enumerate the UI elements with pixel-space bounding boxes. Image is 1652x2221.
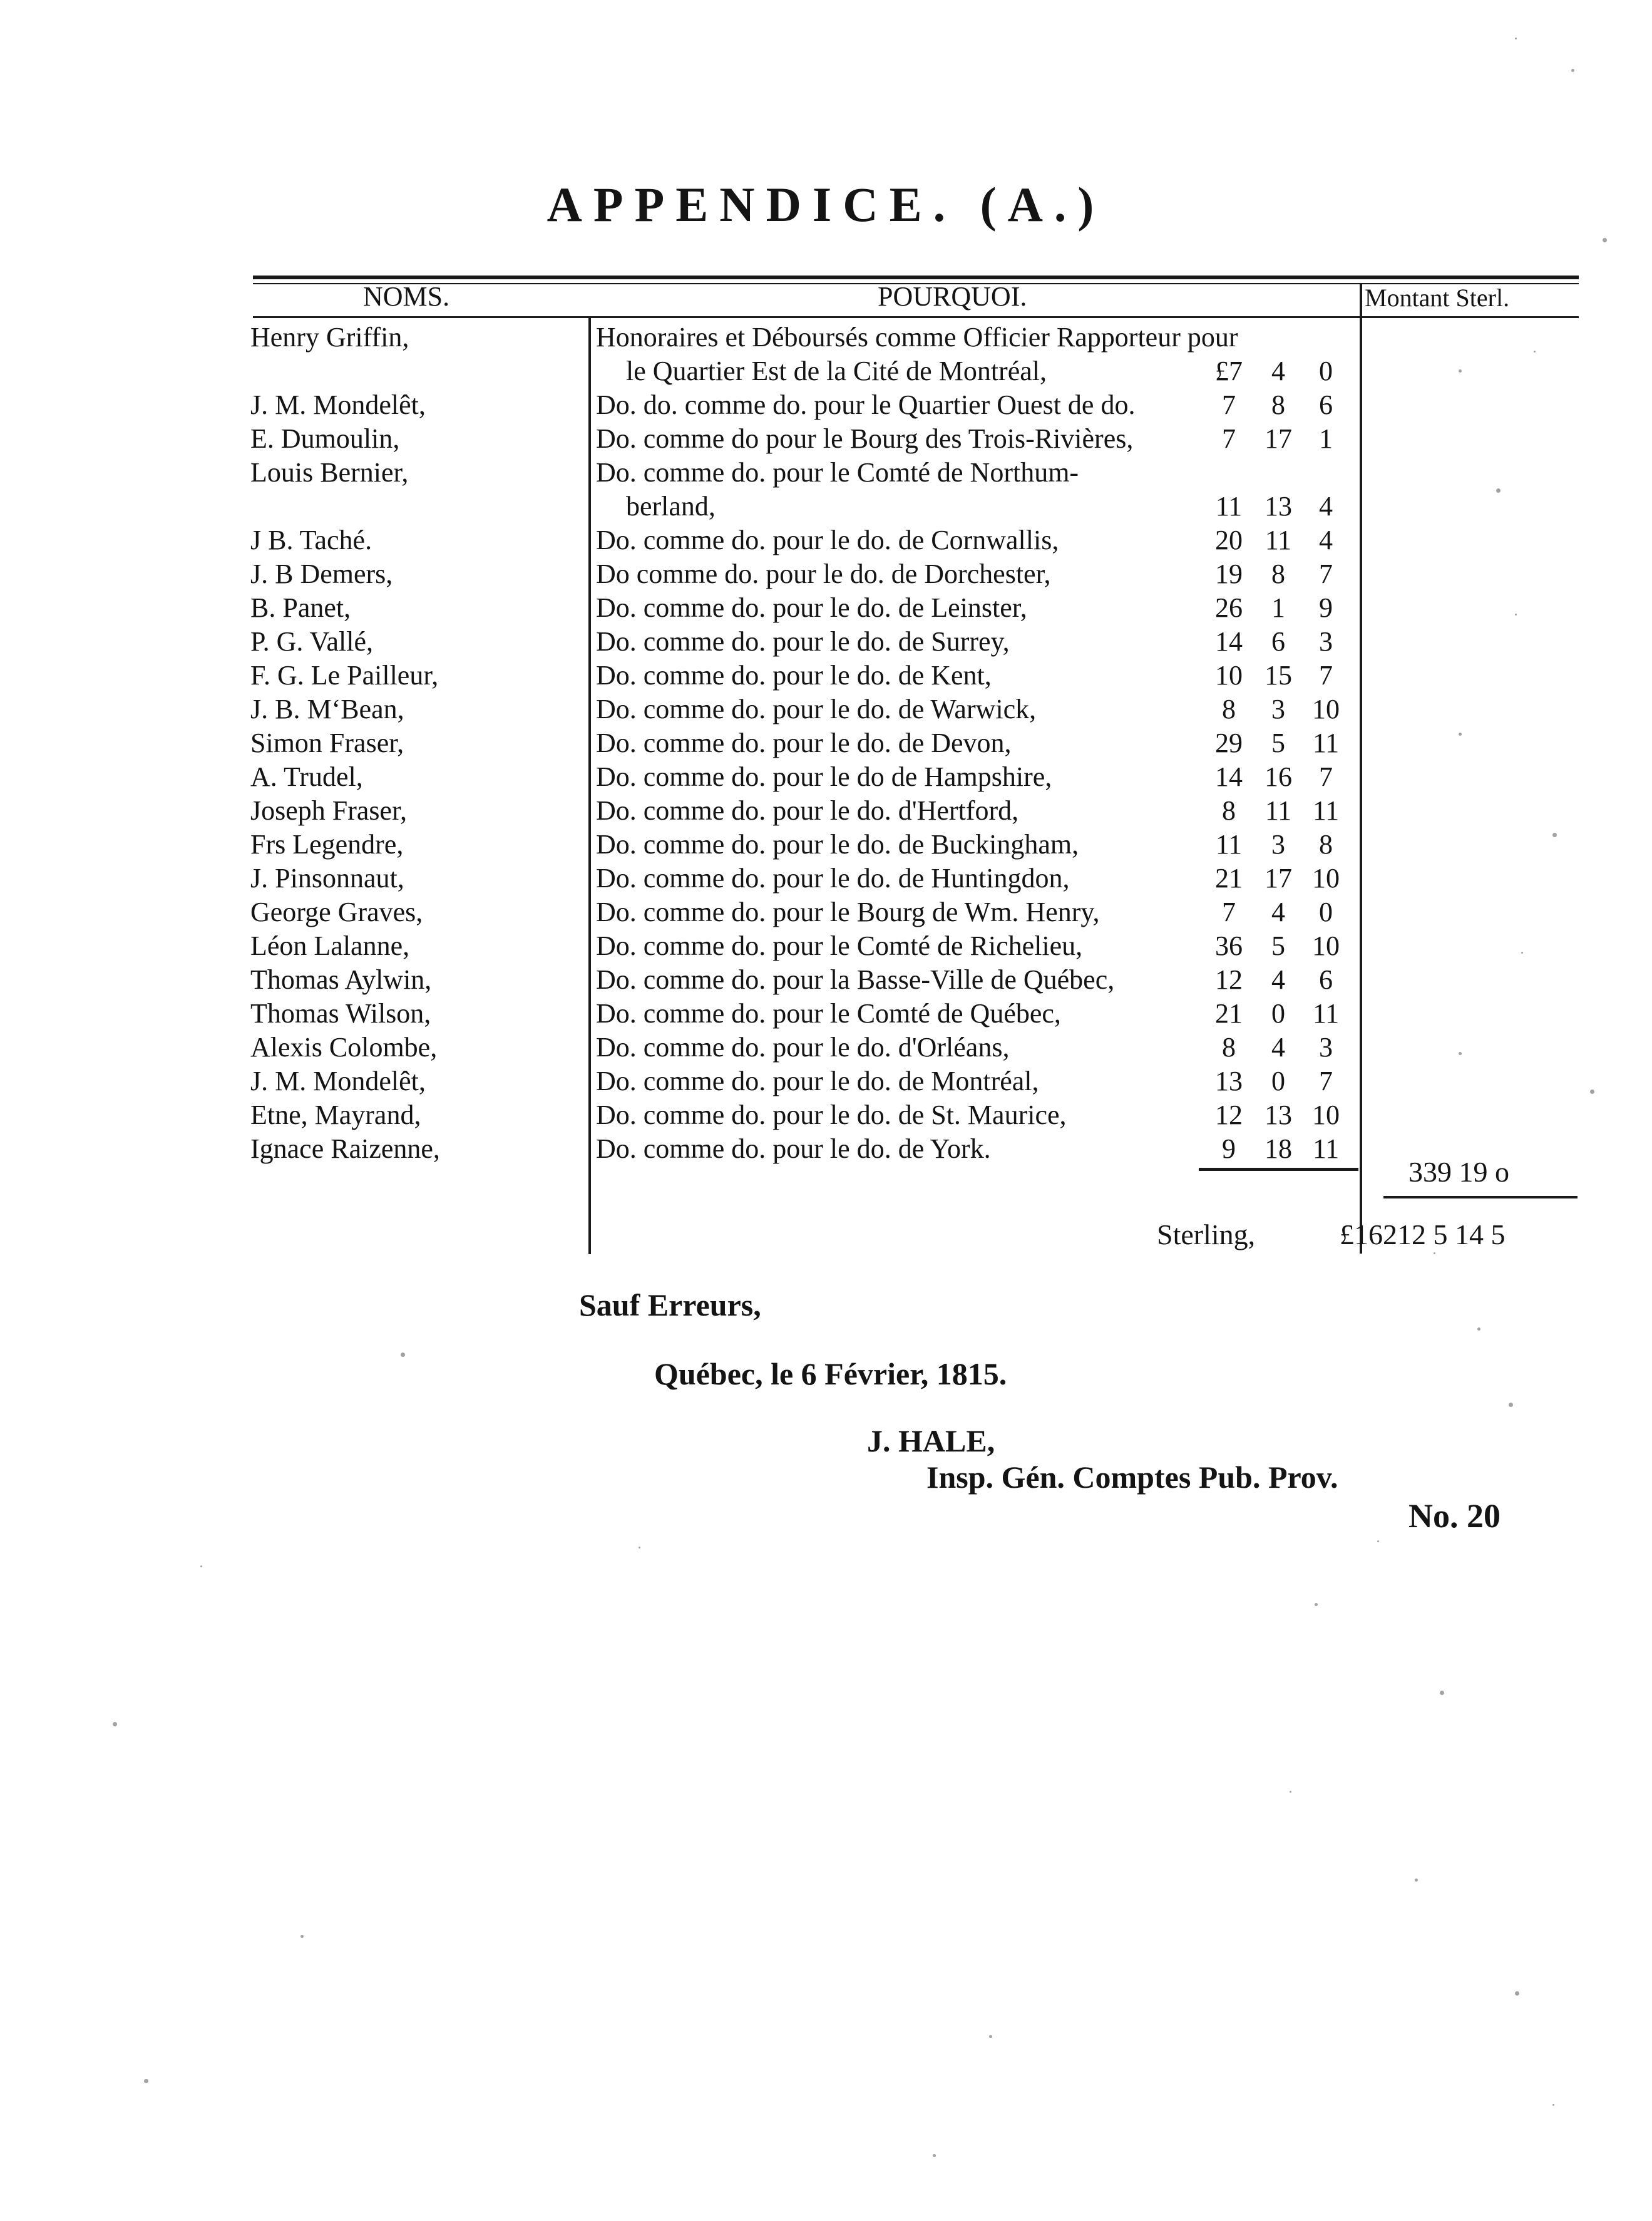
row-name: J. M. Mondelêt, [250, 389, 426, 420]
row-shillings: 0 [1271, 998, 1285, 1029]
table-row [0, 591, 1652, 625]
row-shillings: 1 [1271, 592, 1285, 623]
speck [1315, 1603, 1318, 1606]
speck [1440, 1691, 1444, 1695]
row-pence: 11 [1312, 998, 1340, 1029]
row-description: Do. comme do. pour le do. de St. Maurice, [596, 1100, 1067, 1130]
row-description: Do. comme do. pour le Comté de Northum- [596, 457, 1079, 488]
table-row [0, 862, 1652, 895]
speck [1509, 1403, 1513, 1407]
row-shillings: 5 [1271, 728, 1285, 758]
row-description: Do. comme do. pour le do. de Montréal, [596, 1066, 1039, 1096]
table-row [0, 1132, 1652, 1166]
speck [1515, 1991, 1519, 1996]
table-row [0, 625, 1652, 659]
speck [1434, 1252, 1435, 1254]
table-row [0, 1031, 1652, 1064]
row-name: J. Pinsonnaut, [250, 863, 404, 894]
row-shillings: 4 [1271, 356, 1285, 386]
row-shillings: 5 [1271, 930, 1285, 961]
table-row [0, 523, 1652, 557]
row-shillings: 11 [1265, 525, 1292, 555]
row-name: Henry Griffin, [250, 322, 409, 353]
table-row [0, 557, 1652, 591]
speck [1603, 238, 1607, 242]
speck [1377, 1540, 1379, 1542]
table-row [0, 659, 1652, 693]
row-pounds: 29 [1215, 728, 1243, 758]
header-noms: NOMS. [363, 281, 450, 312]
row-name: Etne, Mayrand, [250, 1100, 421, 1130]
row-shillings: 0 [1271, 1066, 1285, 1096]
row-pounds: 12 [1215, 1100, 1243, 1130]
row-pounds: 7 [1222, 389, 1236, 420]
row-name: Ignace Raizenne, [250, 1133, 440, 1164]
row-pounds: 12 [1215, 964, 1243, 995]
speck [401, 1353, 405, 1357]
row-pounds: 26 [1215, 592, 1243, 623]
table-row [0, 929, 1652, 963]
row-description: Do. comme do pour le Bourg des Trois-Rivières, [596, 423, 1134, 454]
speck [1290, 1791, 1291, 1793]
speck [1571, 69, 1574, 72]
row-name: Louis Bernier, [250, 457, 409, 488]
row-name: Alexis Colombe, [250, 1032, 438, 1063]
row-description: Do. comme do. pour le do. d'Orléans, [596, 1032, 1010, 1063]
speck [1552, 2104, 1554, 2106]
row-shillings: 4 [1271, 964, 1285, 995]
row-pence: 7 [1319, 660, 1333, 691]
row-description: Do. comme do. pour le do. de Buckingham, [596, 829, 1079, 860]
row-pounds: £7 [1215, 356, 1243, 386]
header-pourquoi: POURQUOI. [878, 281, 1027, 312]
speck [933, 2154, 936, 2157]
row-pounds: 8 [1222, 694, 1236, 724]
row-shillings: 13 [1265, 491, 1292, 522]
row-description: Do. comme do. pour le Comté de Québec, [596, 998, 1061, 1029]
row-shillings: 11 [1265, 795, 1292, 826]
speck [144, 2079, 148, 2083]
document-number: No. 20 [1408, 1497, 1501, 1535]
row-shillings: 15 [1265, 660, 1292, 691]
subtotal-underline [1383, 1196, 1578, 1198]
row-shillings: 3 [1271, 694, 1285, 724]
row-pence: 3 [1319, 626, 1333, 657]
row-description: Do. do. comme do. pour le Quartier Ouest de do. [596, 389, 1136, 420]
row-pence: 6 [1319, 389, 1333, 420]
speck [1496, 488, 1501, 493]
row-shillings: 8 [1271, 559, 1285, 589]
row-pounds: 7 [1222, 423, 1236, 454]
place-date: Québec, le 6 Février, 1815. [654, 1356, 1007, 1391]
page-title: APPENDICE. (A.) [546, 177, 1106, 232]
row-pence: 9 [1319, 592, 1333, 623]
table-row [0, 997, 1652, 1031]
row-description: Do. comme do. pour la Basse-Ville de Québec, [596, 964, 1115, 995]
office-title: Insp. Gén. Comptes Pub. Prov. [926, 1460, 1338, 1495]
speck [200, 1565, 202, 1567]
row-pence: 6 [1319, 964, 1333, 995]
row-description: Do comme do. pour le do. de Dorchester, [596, 559, 1051, 589]
table-row [0, 794, 1652, 828]
speck [1515, 614, 1517, 616]
table-row [0, 828, 1652, 862]
table-row [0, 1098, 1652, 1132]
row-description: Do. comme do. pour le do. de Kent, [596, 660, 992, 691]
row-description: Do. comme do. pour le do. de Cornwallis, [596, 525, 1059, 555]
row-pounds: 36 [1215, 930, 1243, 961]
speck [1534, 351, 1536, 353]
row-shillings: 16 [1265, 761, 1292, 792]
row-shillings: 4 [1271, 1032, 1285, 1063]
row-pence: 10 [1312, 863, 1340, 894]
row-pounds: 8 [1222, 1032, 1236, 1063]
row-shillings: 17 [1265, 863, 1292, 894]
row-description-continued: le Quartier Est de la Cité de Montréal, [626, 356, 1047, 386]
row-pounds: 19 [1215, 559, 1243, 589]
header-montant: Montant Sterl. [1365, 284, 1510, 312]
sterling-total: £16212 5 14 5 [1340, 1219, 1506, 1250]
row-name: J B. Taché. [250, 525, 372, 555]
row-name: A. Trudel, [250, 761, 363, 792]
row-description: Do. comme do. pour le do. d'Hertford, [596, 795, 1019, 826]
subtotal-value: 339 19 o [1408, 1156, 1509, 1188]
signatory: J. HALE, [867, 1423, 995, 1458]
row-pounds: 14 [1215, 626, 1243, 657]
row-pence: 11 [1312, 795, 1340, 826]
row-name: B. Panet, [250, 592, 351, 623]
row-description: Do. comme do. pour le do. de Warwick, [596, 694, 1037, 724]
row-description: Do. comme do. pour le Comté de Richelieu, [596, 930, 1083, 961]
header-rule [253, 316, 1579, 318]
row-pence: 11 [1312, 1133, 1340, 1164]
speck [639, 1547, 640, 1549]
speck [1459, 1052, 1462, 1055]
row-pence: 7 [1319, 1066, 1333, 1096]
table-row [0, 963, 1652, 997]
row-pence: 4 [1319, 491, 1333, 522]
subtotal-rule [1199, 1168, 1358, 1171]
table-row [0, 1064, 1652, 1098]
row-name: Thomas Wilson, [250, 998, 431, 1029]
row-description: Honoraires et Déboursés comme Officier Rapporteur pour [596, 322, 1238, 353]
row-pence: 8 [1319, 829, 1333, 860]
table-row [0, 388, 1652, 422]
table-row [0, 895, 1652, 929]
row-name: Simon Fraser, [250, 728, 404, 758]
speck [1459, 733, 1462, 736]
row-pounds: 20 [1215, 525, 1243, 555]
row-pounds: 9 [1222, 1133, 1236, 1164]
table-row [0, 760, 1652, 794]
speck [1521, 952, 1523, 954]
row-name: Frs Legendre, [250, 829, 404, 860]
table-top-rule [253, 276, 1579, 279]
row-name: P. G. Vallé, [250, 626, 373, 657]
speck [1552, 833, 1557, 837]
row-pence: 7 [1319, 559, 1333, 589]
table-row [0, 726, 1652, 760]
row-name: George Graves, [250, 897, 423, 927]
row-shillings: 18 [1265, 1133, 1292, 1164]
row-pence: 10 [1312, 930, 1340, 961]
row-pounds: 8 [1222, 795, 1236, 826]
row-pence: 11 [1312, 728, 1340, 758]
row-pounds: 10 [1215, 660, 1243, 691]
row-description: Do. comme do. pour le do. de Leinster, [596, 592, 1027, 623]
row-shillings: 3 [1271, 829, 1285, 860]
table-row [0, 693, 1652, 726]
row-name: Thomas Aylwin, [250, 964, 432, 995]
row-description: Do. comme do. pour le do. de Huntingdon, [596, 863, 1070, 894]
table-row [0, 456, 1652, 522]
row-pence: 3 [1319, 1032, 1333, 1063]
speck [113, 1722, 117, 1726]
row-pounds: 11 [1215, 829, 1243, 860]
row-shillings: 6 [1271, 626, 1285, 657]
row-pence: 0 [1319, 356, 1333, 386]
row-description: Do. comme do. pour le do. de Surrey, [596, 626, 1010, 657]
row-shillings: 8 [1271, 389, 1285, 420]
row-description: Do. comme do. pour le Bourg de Wm. Henry, [596, 897, 1100, 927]
row-name: J. M. Mondelêt, [250, 1066, 426, 1096]
speck [1415, 1878, 1418, 1882]
row-pence: 10 [1312, 1100, 1340, 1130]
row-pence: 4 [1319, 525, 1333, 555]
row-shillings: 13 [1265, 1100, 1292, 1130]
table-row [0, 321, 1652, 386]
speck [1515, 38, 1517, 39]
row-description: Do. comme do. pour le do. de Devon, [596, 728, 1012, 758]
row-description-continued: berland, [626, 491, 716, 522]
row-shillings: 4 [1271, 897, 1285, 927]
row-name: Léon Lalanne, [250, 930, 410, 961]
row-pounds: 14 [1215, 761, 1243, 792]
row-name: Joseph Fraser, [250, 795, 407, 826]
sterling-label: Sterling, [1157, 1219, 1256, 1250]
row-pounds: 11 [1215, 491, 1243, 522]
speck [989, 2035, 992, 2038]
row-shillings: 17 [1265, 423, 1292, 454]
row-name: E. Dumoulin, [250, 423, 400, 454]
row-description: Do. comme do. pour le do de Hampshire, [596, 761, 1052, 792]
row-name: F. G. Le Pailleur, [250, 660, 439, 691]
row-pounds: 13 [1215, 1066, 1243, 1096]
row-pounds: 7 [1222, 897, 1236, 927]
row-description: Do. comme do. pour le do. de York. [596, 1133, 991, 1164]
row-pounds: 21 [1215, 998, 1243, 1029]
speck [1459, 369, 1462, 373]
row-pence: 7 [1319, 761, 1333, 792]
row-pounds: 21 [1215, 863, 1243, 894]
row-name: J. B Demers, [250, 559, 393, 589]
table-row [0, 422, 1652, 456]
row-pence: 10 [1312, 694, 1340, 724]
speck [300, 1935, 304, 1938]
row-pence: 1 [1319, 423, 1333, 454]
speck [1477, 1327, 1480, 1331]
row-name: J. B. M‘Bean, [250, 694, 404, 724]
row-pence: 0 [1319, 897, 1333, 927]
sauf-erreurs: Sauf Erreurs, [579, 1287, 761, 1322]
speck [1590, 1090, 1594, 1094]
